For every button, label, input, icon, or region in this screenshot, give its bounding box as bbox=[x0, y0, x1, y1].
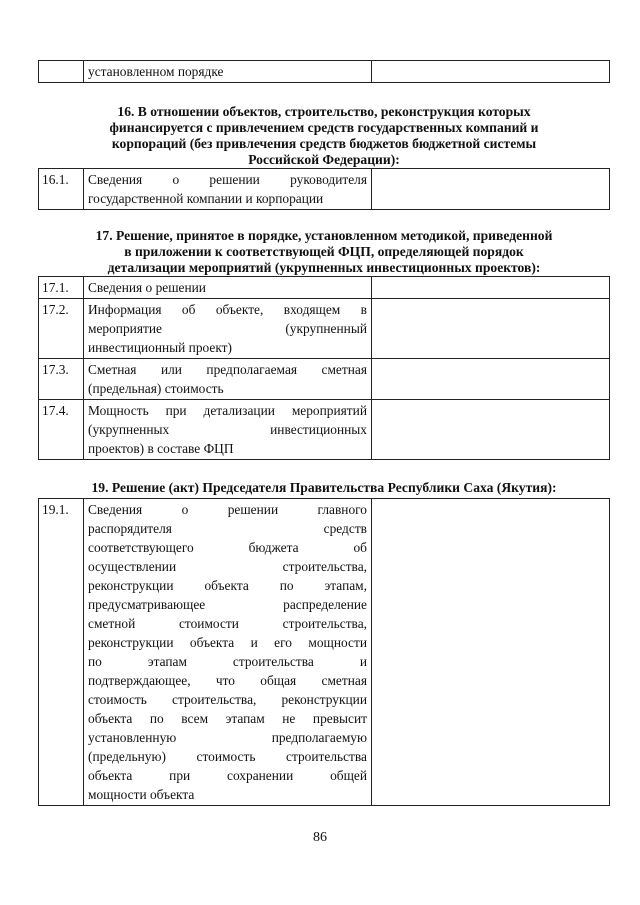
description-line: распорядителя средств bbox=[88, 521, 367, 536]
table-row bbox=[39, 359, 610, 400]
row-description: установленном порядке bbox=[84, 61, 372, 83]
section-16-table bbox=[38, 168, 610, 210]
description-line: реконструкции объекта по этапам, bbox=[88, 578, 367, 593]
row-number: 19.1. bbox=[39, 499, 84, 806]
heading-line: в приложении к соответствующей ФЦП, определяющей порядок bbox=[124, 244, 524, 259]
row-description bbox=[84, 169, 372, 210]
description-line: (предельная) стоимость bbox=[88, 381, 224, 396]
row-number: 16.1. bbox=[39, 169, 84, 210]
description-line: подтверждающее, что общая сметная bbox=[88, 673, 367, 688]
section-19-table bbox=[38, 498, 610, 806]
description-line: осуществлении строительства, bbox=[88, 559, 367, 574]
description-line: (укрупненных инвестиционных bbox=[88, 422, 367, 437]
row-description bbox=[84, 499, 372, 806]
description-line: предусматривающее распределение bbox=[88, 597, 367, 612]
row-number: 17.1. bbox=[39, 277, 84, 299]
heading-line: 16. В отношении объектов, строительство, реконструкция которых bbox=[117, 104, 531, 119]
row-description bbox=[84, 299, 372, 359]
description-line: соответствующего бюджета об bbox=[88, 540, 367, 555]
table-row bbox=[39, 277, 610, 299]
row-number bbox=[39, 61, 84, 83]
row-value bbox=[372, 499, 610, 806]
section-16-heading bbox=[38, 104, 610, 168]
description-line: установленную предполагаемую bbox=[88, 730, 367, 745]
row-value bbox=[372, 169, 610, 210]
description-line: Информация об объекте, входящем в bbox=[88, 302, 367, 317]
table-row bbox=[39, 299, 610, 359]
section-17-table bbox=[38, 276, 610, 460]
heading-line: финансируется с привлечением средств государственных компаний и bbox=[109, 120, 539, 135]
row-number: 17.4. bbox=[39, 400, 84, 460]
heading-line: детализации мероприятий (укрупненных инвестиционных проектов): bbox=[107, 260, 541, 275]
table-row bbox=[39, 61, 610, 83]
table-row bbox=[39, 499, 610, 806]
page-number: 86 bbox=[313, 830, 327, 845]
row-description bbox=[84, 400, 372, 460]
heading-line: 17. Решение, принятое в порядке, установленном методикой, приведенной bbox=[95, 228, 553, 243]
description-line: государственной компании и корпорации bbox=[88, 191, 324, 206]
description-line: Мощность при детализации мероприятий bbox=[88, 403, 367, 418]
table-row bbox=[39, 400, 610, 460]
row-value bbox=[372, 277, 610, 299]
description-line: реконструкции объекта и его мощности bbox=[88, 635, 367, 650]
description-line: стоимость строительства, реконструкции bbox=[88, 692, 367, 707]
section-19-heading: 19. Решение (акт) Председателя Правительства Республики Саха (Якутия): bbox=[91, 480, 557, 495]
row-description bbox=[84, 359, 372, 400]
description-line: мощности объекта bbox=[88, 787, 195, 802]
row-value bbox=[372, 359, 610, 400]
description-line: мероприятие (укрупненный bbox=[88, 321, 367, 336]
row-number: 17.2. bbox=[39, 299, 84, 359]
table-row bbox=[39, 169, 610, 210]
description-line: Сведения о решении bbox=[88, 280, 206, 295]
section-17-heading bbox=[38, 228, 610, 276]
document-page bbox=[38, 60, 610, 806]
description-line: по этапам строительства и bbox=[88, 654, 367, 669]
description-line: Сметная или предполагаемая сметная bbox=[88, 362, 367, 377]
description-line: объекта при сохранении общей bbox=[88, 768, 367, 783]
row-value bbox=[372, 299, 610, 359]
heading-line: корпораций (без привлечения средств бюджетов бюджетной системы bbox=[111, 136, 537, 151]
description-line: (предельную) стоимость строительства bbox=[88, 749, 367, 764]
description-line: инвестиционный проект) bbox=[88, 340, 232, 355]
description-line: объекта по всем этапам не превысит bbox=[88, 711, 367, 726]
heading-line: Российской Федерации): bbox=[248, 152, 400, 167]
description-line: Сведения о решении главного bbox=[88, 502, 367, 517]
description-line: проектов) в составе ФЦП bbox=[88, 441, 234, 456]
row-value bbox=[372, 400, 610, 460]
description-line: Сведения о решении руководителя bbox=[88, 172, 367, 187]
table-continued bbox=[38, 60, 610, 83]
row-description bbox=[84, 277, 372, 299]
description-line: сметной стоимости строительства, bbox=[88, 616, 367, 631]
row-value bbox=[372, 61, 610, 83]
row-number: 17.3. bbox=[39, 359, 84, 400]
